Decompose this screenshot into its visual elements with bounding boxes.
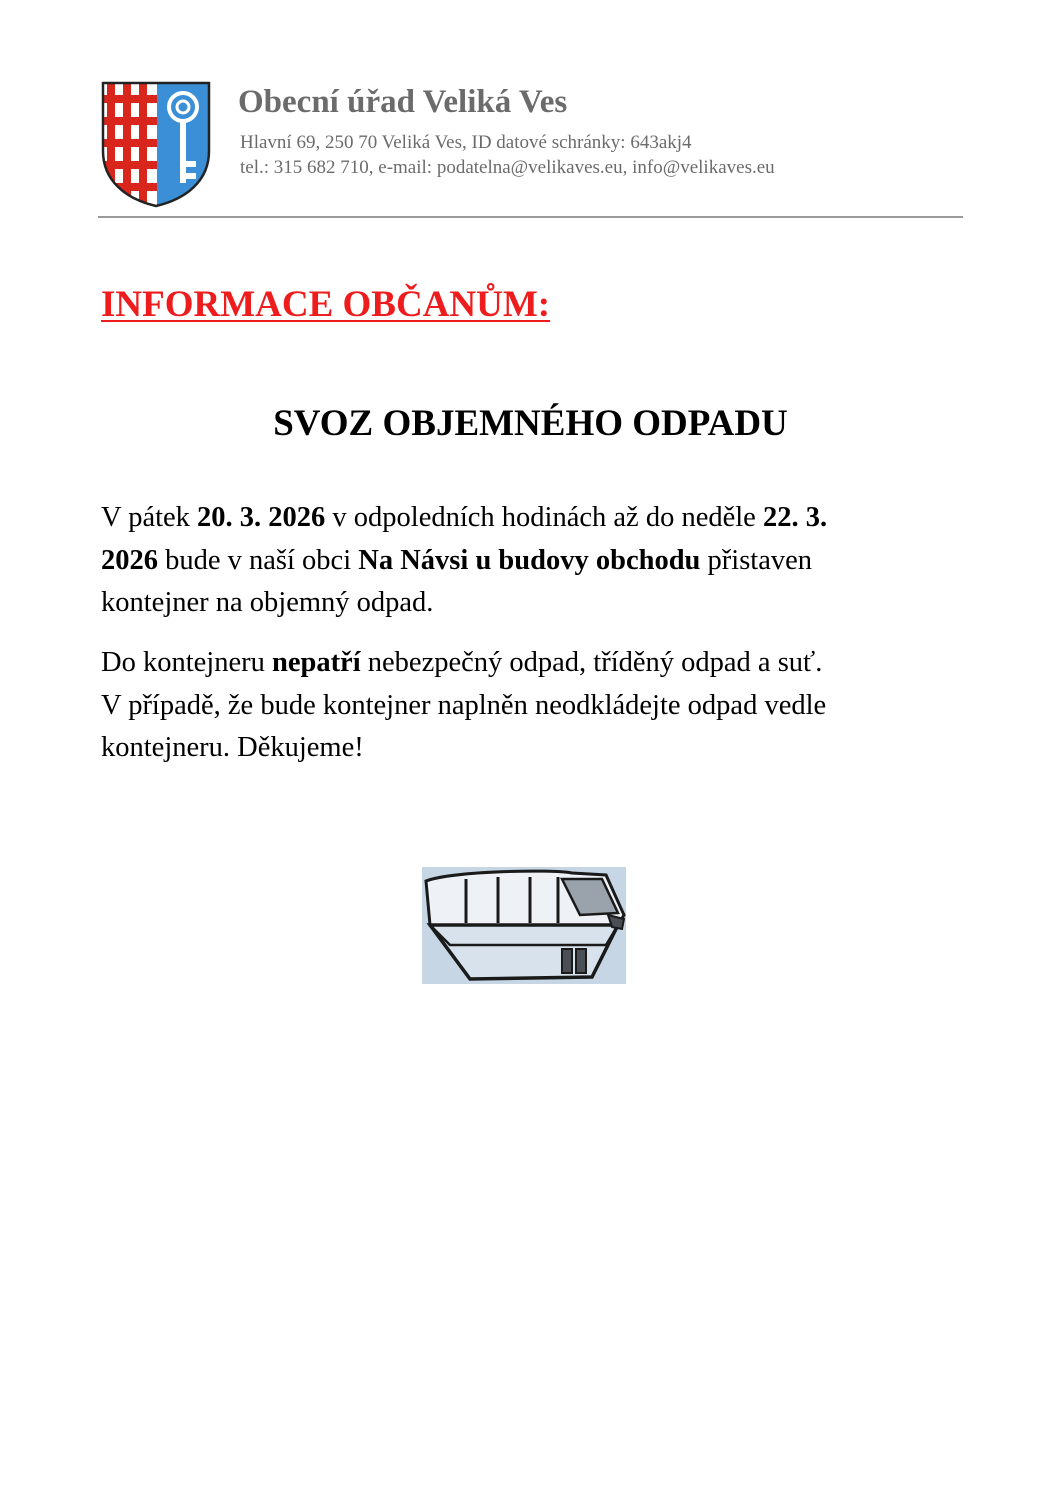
text-run: V pátek — [101, 502, 198, 533]
waste-container-icon — [422, 867, 626, 984]
header-divider — [98, 216, 963, 218]
paragraph-line — [101, 540, 931, 583]
rules-paragraph — [101, 642, 931, 770]
end-date-part: 22. 3. — [762, 502, 828, 533]
coat-of-arms-icon — [101, 81, 211, 208]
paragraph-line: kontejneru. Děkujeme! — [101, 732, 364, 763]
emphasis-not-allowed: nepatří — [271, 647, 361, 678]
paragraph-line: V případě, že bude kontejner naplněn neodkládejte odpad vedle — [101, 689, 827, 721]
notice-title: SVOZ OBJEMNÉHO ODPADU — [273, 403, 788, 444]
location: Na Návsi u budovy obchodu — [358, 544, 701, 576]
paragraph-line — [101, 642, 931, 685]
text-run: v odpoledních hodinách až do neděle — [325, 502, 763, 533]
end-date-year: 2026 — [101, 544, 158, 576]
paragraph-line — [101, 497, 931, 540]
office-address: Hlavní 69, 250 70 Veliká Ves, ID datové schránky: 643akj4 — [240, 132, 692, 153]
start-date: 20. 3. 2026 — [197, 502, 326, 533]
text-run: bude v naší obci — [158, 544, 359, 576]
paragraph-line: kontejner na objemný odpad. — [101, 587, 434, 618]
text-run: přistaven — [700, 544, 812, 576]
office-contact: tel.: 315 682 710, e-mail: podatelna@velikaves.eu, info@velikaves.eu — [240, 157, 775, 178]
office-name: Obecní úřad Veliká Ves — [238, 84, 568, 120]
text-run: nebezpečný odpad, tříděný odpad a suť. — [360, 647, 823, 678]
collection-paragraph — [101, 497, 931, 625]
notice-heading: INFORMACE OBČANŮM: — [101, 284, 551, 325]
text-run: Do kontejneru — [101, 647, 272, 678]
